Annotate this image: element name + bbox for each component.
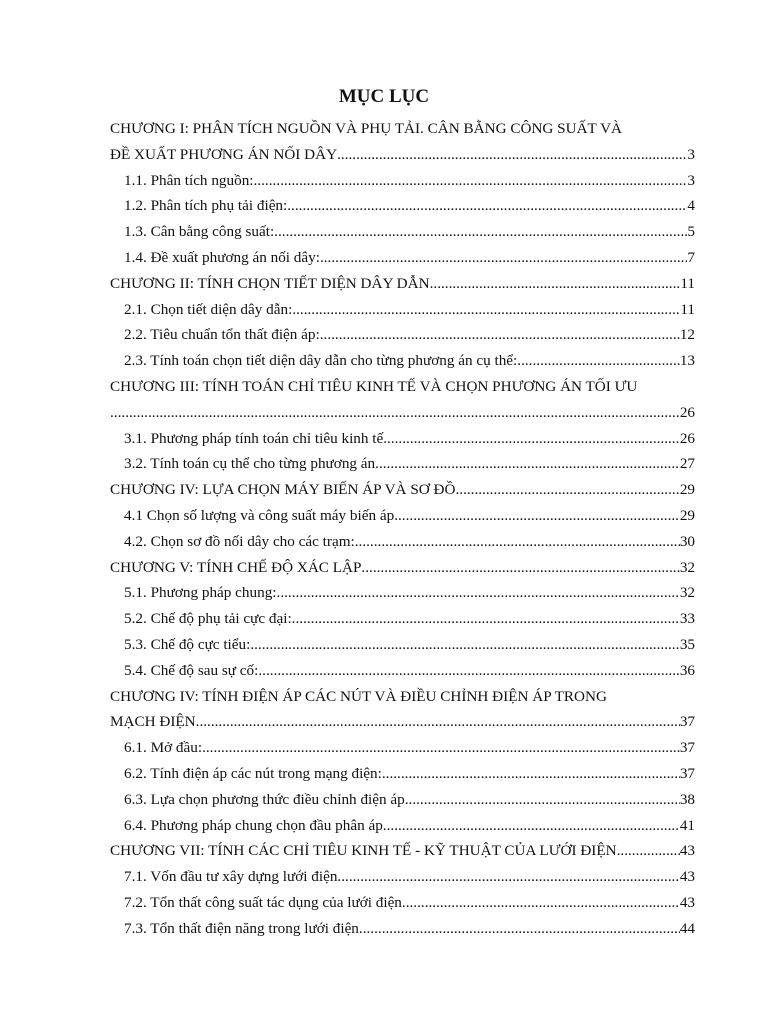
toc-page-number: 26 xyxy=(679,403,695,421)
toc-page-number: 33 xyxy=(679,610,695,628)
toc-section-entry[interactable] xyxy=(110,168,695,194)
dot-leader xyxy=(250,632,679,658)
dot-leader xyxy=(359,916,680,942)
toc-chapter-entry[interactable] xyxy=(110,477,695,503)
toc-entry-title: 1.1. Phân tích nguồn: xyxy=(124,171,254,189)
toc-section-entry[interactable] xyxy=(110,348,695,374)
dot-leader xyxy=(383,426,680,452)
toc-entry-title: ĐỀ XUẤT PHƯƠNG ÁN NỐI DÂY xyxy=(110,145,338,163)
toc-entry-title: 3.2. Tính toán cụ thể cho từng phương án xyxy=(124,455,376,473)
toc-entry-title: CHƯƠNG VII: TÍNH CÁC CHỈ TIÊU KINH TẾ - KỸ THUẬT CỦA LƯỚI ĐIỆN xyxy=(110,842,617,860)
toc-entry-title: 4.2. Chọn sơ đồ nối dây cho các trạm: xyxy=(124,532,355,550)
toc-page-number: 12 xyxy=(679,326,695,344)
toc-section-entry[interactable] xyxy=(110,813,695,839)
dot-leader xyxy=(430,271,681,297)
toc-chapter-entry[interactable] xyxy=(110,271,695,297)
toc-section-entry[interactable] xyxy=(110,890,695,916)
toc-page-number: 37 xyxy=(679,713,695,731)
toc-section-entry[interactable] xyxy=(110,426,695,452)
toc-entry-row xyxy=(110,555,695,581)
toc-entry-row xyxy=(110,142,695,168)
toc-page-number: 29 xyxy=(679,506,695,524)
toc-page-number: 11 xyxy=(680,274,695,292)
toc-entry-title: 5.3. Chế độ cực tiểu: xyxy=(124,635,251,653)
toc-entry-title: 6.3. Lựa chọn phương thức điều chỉnh điện áp xyxy=(124,790,405,808)
toc-section-entry[interactable] xyxy=(110,658,695,684)
toc-entry-row xyxy=(110,606,695,632)
table-of-contents xyxy=(110,116,695,942)
toc-page-number: 27 xyxy=(679,455,695,473)
toc-entry-row xyxy=(110,761,695,787)
toc-entry-title-line: CHƯƠNG I: PHÂN TÍCH NGUỒN VÀ PHỤ TẢI. CÂN BẰNG CÔNG SUẤT VÀ xyxy=(110,120,623,137)
toc-entry-row xyxy=(110,348,695,374)
toc-section-entry[interactable] xyxy=(110,864,695,890)
toc-entry-row xyxy=(110,838,695,864)
toc-entry-title: 7.3. Tổn thất điện năng trong lưới điện xyxy=(124,919,359,937)
toc-section-entry[interactable] xyxy=(110,632,695,658)
toc-chapter-entry[interactable] xyxy=(110,838,695,864)
dot-leader xyxy=(361,555,679,581)
toc-entry-row xyxy=(110,400,695,426)
toc-page-number: 43 xyxy=(679,868,695,886)
toc-entry-title: 6.4. Phương pháp chung chọn đầu phân áp xyxy=(124,816,383,834)
toc-section-entry[interactable] xyxy=(110,245,695,271)
toc-page-number: 29 xyxy=(679,481,695,499)
toc-page-number: 13 xyxy=(679,352,695,370)
toc-chapter-entry[interactable] xyxy=(110,555,695,581)
dot-leader xyxy=(337,142,687,168)
toc-section-entry[interactable] xyxy=(110,735,695,761)
toc-entry-title: 2.3. Tính toán chọn tiết diện dây dẫn cho từng phương án cụ thể: xyxy=(124,352,518,370)
toc-section-entry[interactable] xyxy=(110,297,695,323)
toc-entry-title-line: CHƯƠNG III: TÍNH TOÁN CHỈ TIÊU KINH TẾ VÀ CHỌN PHƯƠNG ÁN TỐI ƯU xyxy=(110,377,638,395)
toc-page-number: 37 xyxy=(679,764,695,782)
toc-page-number: 36 xyxy=(679,661,695,679)
toc-entry-row xyxy=(110,529,695,555)
toc-page-number: 37 xyxy=(679,739,695,757)
dot-leader xyxy=(320,245,687,271)
toc-entry-row xyxy=(110,658,695,684)
toc-page-number: 11 xyxy=(680,300,695,318)
toc-section-entry[interactable] xyxy=(110,219,695,245)
toc-entry-title-line: CHƯƠNG IV: TÍNH ĐIỆN ÁP CÁC NÚT VÀ ĐIỀU CHỈNH ĐIỆN ÁP TRONG xyxy=(110,687,607,705)
toc-entry-title: CHƯƠNG V: TÍNH CHẾ ĐỘ XÁC LẬP xyxy=(110,558,362,576)
dot-leader xyxy=(258,658,679,684)
toc-chapter-entry[interactable] xyxy=(110,684,695,736)
toc-entry-title: 6.1. Mở đầu: xyxy=(124,739,203,757)
toc-page-number: 32 xyxy=(679,584,695,602)
toc-entry-title: CHƯƠNG II: TÍNH CHỌN TIẾT DIỆN DÂY DẪN xyxy=(110,274,430,292)
toc-page-number: 3 xyxy=(687,171,695,189)
toc-entry-row xyxy=(110,271,695,297)
toc-entry-title: 6.2. Tính điện áp các nút trong mạng điện: xyxy=(124,764,382,782)
toc-entry-row xyxy=(110,787,695,813)
dot-leader xyxy=(382,761,680,787)
toc-entry-title: 1.4. Đề xuất phương án nối dây: xyxy=(124,248,320,266)
toc-entry-title: MẠCH ĐIỆN xyxy=(110,713,196,731)
dot-leader xyxy=(254,168,688,194)
toc-entry-row xyxy=(110,890,695,916)
toc-page-number: 5 xyxy=(687,223,695,241)
dot-leader xyxy=(292,297,680,323)
toc-page-number: 35 xyxy=(679,635,695,653)
toc-entry-row xyxy=(110,451,695,477)
toc-entry-row xyxy=(110,477,695,503)
toc-page-number: 41 xyxy=(679,816,695,834)
toc-page-number: 7 xyxy=(687,248,695,266)
toc-entry-title: 7.2. Tổn thất công suất tác dụng của lưới điện xyxy=(124,893,402,911)
dot-leader xyxy=(287,193,687,219)
toc-page-number: 4 xyxy=(687,197,695,215)
toc-page-number: 30 xyxy=(679,532,695,550)
toc-entry-row xyxy=(110,322,695,348)
dot-leader xyxy=(405,787,680,813)
toc-entry-title: 1.2. Phân tích phụ tải điện: xyxy=(124,197,288,215)
dot-leader xyxy=(375,451,680,477)
toc-section-entry[interactable] xyxy=(110,916,695,942)
toc-section-entry[interactable] xyxy=(110,580,695,606)
toc-section-entry[interactable] xyxy=(110,503,695,529)
toc-section-entry[interactable] xyxy=(110,193,695,219)
toc-chapter-entry[interactable] xyxy=(110,116,695,168)
toc-entry-row xyxy=(110,503,695,529)
toc-section-entry[interactable] xyxy=(110,606,695,632)
toc-entry-row xyxy=(110,297,695,323)
toc-page-number: 26 xyxy=(679,429,695,447)
toc-entry-row xyxy=(110,632,695,658)
toc-entry-title: 1.3. Cân bằng công suất: xyxy=(124,223,275,241)
toc-entry-row xyxy=(110,426,695,452)
toc-chapter-entry[interactable] xyxy=(110,374,695,426)
toc-entry-row xyxy=(110,580,695,606)
toc-section-entry[interactable] xyxy=(110,451,695,477)
toc-entry-title: 3.1. Phương pháp tính toán chỉ tiêu kinh tế xyxy=(124,429,384,447)
toc-entry-row xyxy=(110,709,695,735)
toc-section-entry[interactable] xyxy=(110,761,695,787)
toc-entry-title: 4.1 Chọn số lượng và công suất máy biến áp xyxy=(124,506,395,524)
toc-entry-row xyxy=(110,916,695,942)
toc-section-entry[interactable] xyxy=(110,787,695,813)
toc-page-number: 38 xyxy=(679,790,695,808)
page-title: MỤC LỤC xyxy=(338,86,430,107)
toc-page-number: 3 xyxy=(687,145,695,163)
toc-entry-title: 7.1. Vốn đầu tư xây dựng lưới điện xyxy=(124,868,338,886)
dot-leader xyxy=(383,813,680,839)
toc-section-entry[interactable] xyxy=(110,529,695,555)
toc-entry-row xyxy=(110,193,695,219)
toc-entry-title: 5.2. Chế độ phụ tải cực đại: xyxy=(124,610,292,628)
dot-leader xyxy=(274,219,687,245)
dot-leader xyxy=(292,606,680,632)
dot-leader xyxy=(402,890,680,916)
toc-entry-row xyxy=(110,245,695,271)
dot-leader xyxy=(517,348,680,374)
toc-entry-row xyxy=(110,735,695,761)
dot-leader xyxy=(394,503,680,529)
dot-leader xyxy=(277,580,680,606)
toc-entry-row xyxy=(110,813,695,839)
toc-entry-title: CHƯƠNG IV: LỰA CHỌN MÁY BIẾN ÁP VÀ SƠ ĐỒ xyxy=(110,481,456,499)
toc-page-number: 44 xyxy=(679,919,695,937)
toc-page-number: 32 xyxy=(679,558,695,576)
toc-entry-title: 2.2. Tiêu chuẩn tổn thất điện áp: xyxy=(124,326,320,344)
dot-leader xyxy=(455,477,679,503)
dot-leader xyxy=(110,400,680,426)
toc-entry-row xyxy=(110,219,695,245)
dot-leader xyxy=(320,322,680,348)
dot-leader xyxy=(355,529,680,555)
toc-entry-title: 2.1. Chọn tiết diện dây dẫn: xyxy=(124,300,293,318)
toc-page-number: 43 xyxy=(679,842,695,860)
toc-entry-title: 5.4. Chế độ sau sự cố: xyxy=(124,661,259,679)
toc-entry-row xyxy=(110,864,695,890)
toc-entry-title: 5.1. Phương pháp chung: xyxy=(124,584,277,602)
dot-leader xyxy=(617,838,680,864)
toc-section-entry[interactable] xyxy=(110,322,695,348)
dot-leader xyxy=(202,735,680,761)
dot-leader xyxy=(196,709,680,735)
toc-page-number: 43 xyxy=(679,893,695,911)
toc-entry-row xyxy=(110,168,695,194)
dot-leader xyxy=(337,864,679,890)
